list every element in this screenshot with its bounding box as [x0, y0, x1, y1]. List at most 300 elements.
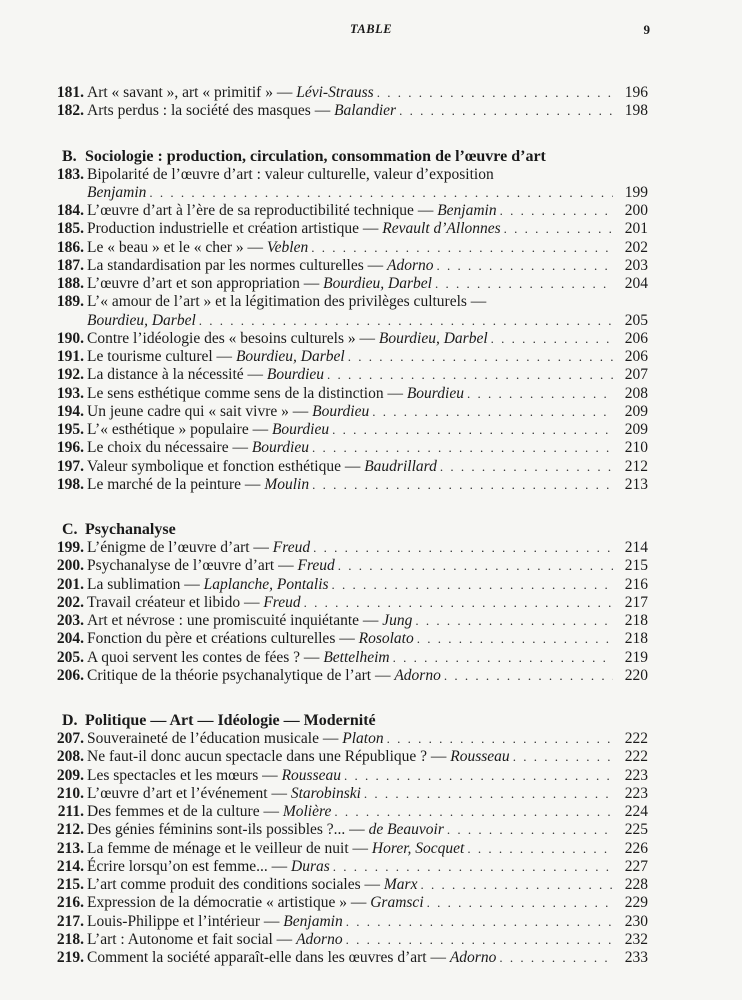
entry-title: L’art : Autonome et fait social —	[87, 930, 297, 948]
entry-author: Freud	[297, 557, 335, 575]
dot-leader	[417, 630, 613, 648]
entry-text	[87, 594, 301, 612]
entry-text	[87, 667, 441, 685]
entry-title: Le marché de la peinture —	[87, 475, 265, 493]
entry-author: Horer, Socquet	[371, 839, 465, 857]
entry-body	[87, 458, 616, 476]
toc-entry	[48, 949, 648, 967]
entry-body	[87, 330, 616, 348]
entry-title: Fonction du père et créations culturelles —	[87, 630, 359, 648]
entry-page: 210	[624, 439, 648, 457]
entry-page: 205	[624, 311, 648, 329]
entry-page: 227	[624, 857, 648, 875]
entry-page: 216	[624, 575, 648, 593]
entry-page: 201	[624, 220, 648, 238]
entry-page: 222	[624, 730, 648, 747]
dot-leader	[332, 576, 613, 594]
toc-entry	[48, 667, 648, 685]
toc-entry	[48, 293, 648, 330]
entry-author: Bourdieu	[271, 421, 330, 438]
entry-author: Marx	[383, 876, 418, 893]
entry-text	[87, 821, 444, 839]
entry-page: 223	[624, 766, 648, 784]
entry-page: 200	[624, 202, 648, 219]
entry-text	[87, 403, 369, 421]
entry-continuation	[48, 184, 648, 202]
entry-page: 215	[624, 557, 648, 575]
toc-entry	[48, 421, 648, 439]
entry-author: Lévi-Strauss	[296, 84, 374, 101]
entry-title: Écrire lorsqu’on est femme... —	[87, 857, 292, 875]
entry-number: 195.	[56, 421, 84, 438]
entry-body	[87, 275, 616, 293]
entry-author: Veblen	[266, 238, 309, 256]
entry-author: Bourdieu	[266, 366, 325, 384]
toc-entry	[48, 858, 648, 876]
entry-text	[87, 202, 497, 220]
dot-leader	[393, 649, 613, 667]
entry-page: 233	[624, 949, 648, 966]
entry-body	[87, 84, 616, 102]
entry-body	[87, 385, 616, 403]
entry-number: 197.	[56, 457, 84, 475]
entry-page: 220	[624, 666, 648, 684]
entry-title: Des femmes et de la culture —	[87, 803, 283, 820]
entry-number: 215.	[56, 876, 84, 893]
toc-entry	[48, 84, 648, 102]
dot-leader	[500, 202, 613, 220]
entry-title: L’« esthétique » populaire —	[87, 421, 272, 438]
dot-leader	[415, 612, 613, 630]
dot-leader	[313, 539, 613, 557]
entry-number: 198.	[56, 475, 84, 493]
entry-number: 202.	[56, 593, 84, 611]
entry-text	[87, 913, 343, 931]
entry-page: 232	[624, 930, 648, 948]
entry-author: Baudrillard	[364, 457, 437, 475]
entry-number: 191.	[56, 348, 84, 365]
toc-entry	[48, 557, 648, 575]
entry-text	[87, 576, 329, 594]
toc-entry	[48, 330, 648, 348]
dot-leader	[387, 730, 613, 748]
entry-page: 214	[624, 539, 648, 556]
entry-body	[87, 931, 616, 949]
entry-number: 209.	[56, 766, 84, 784]
toc-entry	[48, 539, 648, 557]
entry-title: Un jeune cadre qui « sait vivre » —	[87, 402, 313, 420]
entry-title: Art « savant », art « primitif » —	[87, 84, 297, 101]
entry-body	[87, 649, 616, 667]
entry-author: Rousseau	[281, 766, 341, 784]
toc-entry	[48, 840, 648, 858]
entry-text	[87, 385, 464, 403]
toc-section	[48, 521, 648, 685]
dot-leader	[435, 275, 613, 293]
entry-number: 183.	[56, 165, 84, 183]
entry-number: 190.	[56, 329, 84, 347]
entry-title: La sublimation —	[87, 575, 204, 593]
dot-leader	[327, 366, 613, 384]
toc-entry	[48, 220, 648, 238]
section-letter: B.	[62, 147, 77, 165]
dot-leader	[333, 858, 613, 876]
entry-page: 225	[624, 821, 648, 839]
toc-entry	[48, 821, 648, 839]
entry-text	[87, 239, 308, 257]
running-head-title: TABLE	[349, 22, 393, 36]
entry-title: Travail créateur et libido —	[87, 593, 264, 611]
entry-title: Psychanalyse de l’œuvre d’art —	[87, 557, 298, 575]
entry-author: Gramsci	[370, 894, 424, 912]
toc-entry	[48, 576, 648, 594]
entry-number: 188.	[56, 275, 84, 292]
entry-body	[87, 876, 616, 894]
entry-number: 208.	[56, 748, 84, 766]
entry-number: 193.	[56, 384, 84, 402]
entry-text	[87, 894, 424, 912]
entry-number: 192.	[56, 366, 84, 384]
entry-text	[87, 730, 384, 748]
dot-leader	[348, 348, 613, 366]
entry-title: L’œuvre d’art à l’ère de sa reproductibilité technique —	[87, 202, 438, 219]
entry-page: 222	[624, 748, 648, 766]
toc-entry	[48, 876, 648, 894]
entry-title: Comment la société apparaît-elle dans les œuvres d’art —	[87, 949, 450, 966]
entry-body	[87, 785, 616, 803]
section-heading	[48, 521, 648, 539]
entry-page: 223	[624, 784, 648, 802]
section-letter: C.	[62, 521, 78, 538]
entry-text	[87, 366, 324, 384]
toc-entry	[48, 476, 648, 494]
entry-text	[87, 84, 374, 102]
entry-title: Contre l’idéologie des « besoins culturels » —	[87, 329, 379, 347]
entry-number: 218.	[56, 930, 84, 948]
entry-author: Jung	[382, 612, 413, 629]
entry-body	[87, 630, 616, 648]
toc-entry	[48, 275, 648, 293]
entry-page: 198	[624, 102, 648, 120]
toc-section	[48, 84, 648, 121]
toc-entry	[48, 612, 648, 630]
entry-text	[87, 539, 310, 557]
entry-number: 199.	[56, 539, 84, 556]
table-of-contents	[48, 84, 648, 994]
entry-body	[87, 840, 616, 858]
entry-title: L’« amour de l’art » et la légitimation des privilèges culturels —	[87, 293, 487, 311]
entry-page: 212	[624, 457, 648, 475]
entry-title: Production industrielle et création artistique —	[87, 220, 383, 238]
entry-number: 185.	[56, 220, 84, 238]
entry-page: 204	[624, 275, 648, 292]
entry-author: Rousseau	[450, 748, 510, 766]
entry-number: 203.	[56, 612, 84, 629]
toc-entry	[48, 439, 648, 457]
entry-author: Molière	[282, 803, 332, 820]
dot-leader	[437, 257, 613, 275]
entry-author: Adorno	[387, 256, 434, 274]
section-heading	[48, 148, 648, 166]
entry-number: 201.	[56, 575, 84, 593]
toc-section	[48, 148, 648, 495]
entry-page: 199	[624, 183, 648, 201]
entry-author: Adorno	[394, 666, 441, 684]
entry-body	[87, 403, 616, 421]
entry-text	[87, 557, 335, 575]
entry-body	[87, 439, 616, 457]
entry-author: Benjamin	[437, 202, 497, 219]
entry-page: 206	[624, 348, 648, 365]
entry-number: 182.	[56, 102, 84, 120]
entry-text	[87, 439, 309, 457]
entry-text	[87, 458, 437, 476]
entry-title: La standardisation par les normes culturelles —	[87, 256, 388, 274]
entry-body	[87, 102, 616, 120]
entry-title: Arts perdus : la société des masques —	[87, 102, 335, 120]
entry-title: Critique de la théorie psychanalytique de l’art —	[87, 666, 395, 684]
entry-number: 200.	[56, 557, 84, 575]
entry-first-line	[48, 166, 648, 184]
dot-leader	[312, 439, 613, 457]
entry-body	[87, 667, 616, 685]
entry-author: Freud	[272, 539, 311, 556]
entry-body	[87, 348, 616, 366]
entry-body	[87, 202, 616, 220]
entry-author: Benjamin	[87, 183, 147, 201]
entry-text	[87, 803, 331, 821]
entry-author: Freud	[263, 593, 301, 611]
toc-entry	[48, 803, 648, 821]
entry-text	[87, 257, 434, 275]
entry-number: 213.	[56, 839, 84, 857]
entry-body	[87, 476, 616, 494]
toc-entry	[48, 785, 648, 803]
entry-title: Le tourisme culturel —	[87, 348, 236, 365]
dot-leader	[199, 312, 613, 330]
entry-author: Bourdieu, Darbel	[378, 329, 488, 347]
entry-body	[87, 366, 616, 384]
running-head	[0, 22, 742, 40]
entry-body	[87, 612, 616, 630]
entry-number: 196.	[56, 439, 84, 457]
entry-number: 187.	[56, 256, 84, 274]
entry-body	[87, 894, 616, 912]
entry-number: 205.	[56, 648, 84, 666]
entry-number: 212.	[56, 821, 84, 839]
dot-leader	[399, 102, 613, 120]
entry-page: 217	[624, 593, 648, 611]
entry-page: 203	[624, 256, 648, 274]
entry-number: 217.	[56, 912, 84, 930]
entry-text	[87, 612, 412, 630]
entry-author: Bettelheim	[323, 648, 390, 666]
dot-leader	[491, 330, 613, 348]
dot-leader	[346, 913, 613, 931]
entry-text	[87, 630, 414, 648]
entry-author: Bourdieu, Darbel	[235, 348, 345, 365]
entry-text	[87, 876, 417, 894]
toc-entry	[48, 748, 648, 766]
entry-author: de Beauvoir	[368, 821, 444, 839]
section-title: Politique — Art — Idéologie — Modernité	[85, 712, 376, 729]
toc-entry	[48, 257, 648, 275]
entry-page: 219	[624, 648, 648, 666]
dot-leader	[504, 220, 613, 238]
entry-body	[87, 913, 616, 931]
entry-title: Bipolarité de l’œuvre d’art : valeur culturelle, valeur d’exposition	[87, 165, 494, 183]
entry-number: 207.	[56, 730, 84, 747]
entry-author: Benjamin	[283, 912, 343, 930]
entry-author: Platon	[342, 730, 384, 747]
entry-author: Adorno	[296, 930, 343, 948]
dot-leader	[304, 594, 613, 612]
entry-text	[87, 649, 390, 667]
entry-body	[87, 557, 616, 575]
entry-page: 213	[624, 475, 648, 493]
entry-body	[87, 803, 616, 821]
toc-entry	[48, 102, 648, 120]
entry-author: Duras	[291, 857, 330, 875]
entry-author: Adorno	[449, 949, 497, 966]
entry-title: Ne faut-il donc aucun spectacle dans une République ? —	[87, 748, 451, 766]
entry-number: 206.	[56, 666, 84, 684]
entry-text	[87, 102, 396, 120]
entry-author: Rosolato	[358, 630, 414, 648]
dot-leader	[377, 84, 613, 102]
dot-leader	[311, 239, 613, 257]
toc-entry	[48, 730, 648, 748]
entry-body	[87, 858, 616, 876]
entry-text	[87, 949, 496, 967]
entry-title: Le choix du nécessaire —	[87, 439, 252, 457]
entry-page: 218	[624, 630, 648, 648]
entry-title: L’œuvre d’art et l’événement —	[87, 784, 291, 802]
entry-page: 196	[624, 84, 648, 101]
entry-body	[87, 239, 616, 257]
entry-page: 207	[624, 366, 648, 384]
entry-title: Souveraineté de l’éducation musicale —	[87, 730, 343, 747]
dot-leader	[346, 931, 613, 949]
entry-text	[87, 931, 343, 949]
section-heading	[48, 712, 648, 730]
toc-entry	[48, 594, 648, 612]
entry-body	[87, 220, 616, 238]
section-letter: D.	[62, 712, 78, 729]
entry-text	[87, 275, 432, 293]
entry-text	[87, 767, 341, 785]
toc-entry	[48, 630, 648, 648]
dot-leader	[513, 748, 613, 766]
entry-body	[87, 748, 616, 766]
entry-number: 181.	[56, 84, 84, 101]
toc-entry	[48, 649, 648, 667]
entry-title: La femme de ménage et le veilleur de nuit —	[87, 839, 372, 857]
entry-number: 189.	[56, 293, 84, 311]
entry-text	[87, 785, 361, 803]
entry-number: 211.	[57, 803, 84, 820]
entry-text	[87, 858, 330, 876]
entry-title: Valeur symbolique et fonction esthétique —	[87, 457, 365, 475]
entry-title: Des génies féminins sont-ils possibles ?... —	[87, 821, 369, 839]
entry-body	[87, 576, 616, 594]
entry-title: Les spectacles et les mœurs —	[87, 766, 282, 784]
dot-leader	[447, 821, 613, 839]
entry-author: Bourdieu, Darbel	[323, 275, 432, 292]
entry-text	[87, 348, 345, 366]
entry-author: Bourdieu	[312, 402, 370, 420]
dot-leader	[427, 894, 613, 912]
entry-title: Le sens esthétique comme sens de la distinction —	[87, 384, 407, 402]
entry-author: Bourdieu, Darbel	[87, 311, 196, 329]
toc-entry	[48, 767, 648, 785]
entry-body	[87, 767, 616, 785]
entry-text	[87, 421, 329, 439]
dot-leader	[364, 785, 613, 803]
toc-entry	[48, 403, 648, 421]
toc-entry	[48, 913, 648, 931]
toc-entry	[48, 202, 648, 220]
entry-page: 224	[624, 803, 648, 820]
toc-entry	[48, 348, 648, 366]
dot-leader	[334, 803, 613, 821]
toc-entry	[48, 239, 648, 257]
entry-title: L’énigme de l’œuvre d’art —	[87, 539, 273, 556]
entry-number: 214.	[56, 857, 84, 875]
toc-entry	[48, 458, 648, 476]
entry-number: 204.	[56, 630, 84, 648]
page-number: 9	[643, 22, 650, 37]
entry-body	[87, 730, 616, 748]
entry-body	[87, 821, 616, 839]
entry-body	[87, 594, 616, 612]
entry-page: 206	[624, 329, 648, 347]
entry-page: 209	[624, 402, 648, 420]
dot-leader	[344, 767, 613, 785]
entry-body	[87, 421, 616, 439]
dot-leader	[444, 667, 613, 685]
entry-title: La distance à la nécessité —	[87, 366, 267, 384]
entry-number: 186.	[56, 238, 84, 256]
entry-number: 184.	[56, 202, 84, 219]
dot-leader	[312, 476, 613, 494]
toc-entry	[48, 385, 648, 403]
toc-section	[48, 712, 648, 967]
entry-number: 210.	[56, 784, 84, 802]
entry-first-line	[48, 293, 648, 311]
toc-entry	[48, 166, 648, 203]
dot-leader	[338, 557, 613, 575]
entry-title: A quoi servent les contes de fées ? —	[87, 648, 324, 666]
entry-continuation	[48, 312, 648, 330]
entry-title: Art et névrose : une promiscuité inquiétante —	[87, 612, 383, 629]
toc-entry	[48, 366, 648, 384]
entry-text	[87, 220, 501, 238]
dot-leader	[499, 949, 613, 967]
dot-leader	[440, 458, 613, 476]
entry-page: 202	[624, 238, 648, 256]
entry-title: Le « beau » et le « cher » —	[87, 238, 267, 256]
entry-page: 209	[624, 421, 648, 438]
section-title: Sociologie : production, circulation, consommation de l’œuvre d’art	[85, 147, 546, 165]
entry-title: Louis-Philippe et l’intérieur —	[87, 912, 284, 930]
entry-page: 208	[624, 384, 648, 402]
toc-entry	[48, 894, 648, 912]
dot-leader	[372, 403, 613, 421]
entry-body	[87, 949, 616, 967]
entry-title: L’œuvre d’art et son appropriation —	[87, 275, 324, 292]
entry-author: Bourdieu	[406, 384, 464, 402]
